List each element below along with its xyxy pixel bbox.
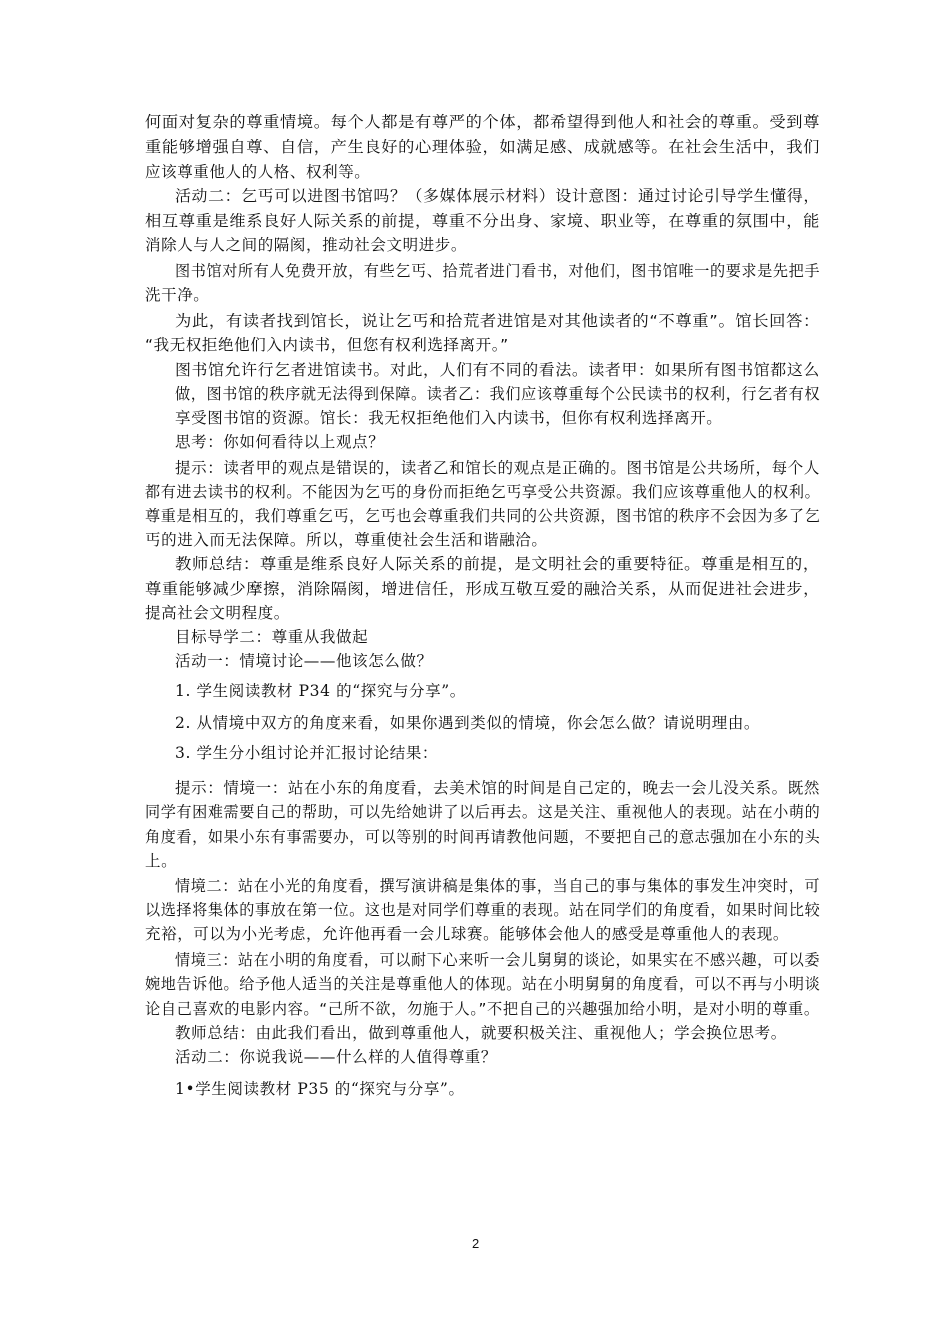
text-line: 洗干净。 <box>145 286 210 304</box>
text-line: 以选择将集体的事放在第一位。这也是对同学们尊重的表现。站在同学们的角度看，如果时间比较 <box>145 901 821 919</box>
text-line: 情境三：站在小明的角度看，可以耐下心来听一会儿舅舅的谈论，如果实在不感兴趣，可以委 <box>175 951 821 969</box>
text-line: 提高社会文明程度。 <box>145 604 290 622</box>
text-line: 论自己喜欢的电影内容。“己所不欲，勿施于人。”不把自己的兴趣强加给小明，是对小明的尊重。 <box>145 1000 820 1018</box>
text-line: 教师总结：由此我们看出，做到尊重他人，就要积极关注、重视他人；学会换位思考。 <box>175 1024 787 1042</box>
text-line: 重能够增强自尊、自信，产生良好的心理体验，如满足感、成就感等。在社会生活中，我们 <box>145 138 821 156</box>
text-line: 图书馆对所有人免费开放，有些乞丐、拾荒者进门看书，对他们，图书馆唯一的要求是先把手 <box>175 262 821 280</box>
text-line: 提示：读者甲的观点是错误的，读者乙和馆长的观点是正确的。图书馆是公共场所，每个人 <box>175 459 821 477</box>
text-line: 活动一：情境讨论——他该怎么做？ <box>175 652 433 670</box>
text-line: 相互尊重是维系良好人际关系的前提，尊重不分出身、家境、职业等，在尊重的氛围中，能 <box>145 212 821 230</box>
text-line: 1•学生阅读教材 P35 的“探究与分享”。 <box>175 1080 465 1098</box>
text-line: 提示：情境一：站在小东的角度看，去美术馆的时间是自己定的，晚去一会儿没关系。既然 <box>175 779 821 797</box>
text-line: 情境二：站在小光的角度看，撰写演讲稿是集体的事，当自己的事与集体的事发生冲突时，可 <box>175 877 821 895</box>
text-line: 3. 学生分小组讨论并汇报讨论结果： <box>175 744 439 762</box>
text-line: 做，图书馆的秩序就无法得到保障。读者乙：我们应该尊重每个公民读书的权利，行乞者有权 <box>175 385 821 403</box>
text-line: 丐的进入而无法保障。所以，尊重使社会生活和谐融洽。 <box>145 531 548 549</box>
text-line: 目标导学二：尊重从我做起 <box>175 628 369 646</box>
text-line: 婉地告诉他。给予他人适当的关注是尊重他人的体现。站在小明舅舅的角度看，可以不再与小明谈 <box>145 975 821 993</box>
text-line: 上。 <box>145 852 178 870</box>
text-line: 2. 从情境中双方的角度来看，如果你遇到类似的情境，你会怎么做？请说明理由。 <box>175 714 761 732</box>
page-number: 2 <box>472 1236 480 1251</box>
text-line: 为此，有读者找到馆长，说让乞丐和拾荒者进馆是对其他读者的“不尊重”。馆长回答： <box>175 312 820 330</box>
text-line: 角度看，如果小东有事需要办，可以等别的时间再请教他问题，不要把自己的意志强加在小东的头 <box>145 828 821 846</box>
text-line: 充裕，可以为小光考虑，允许他再看一会儿球赛。能够体会他人的感受是尊重他人的表现。 <box>145 925 790 943</box>
text-line: 享受图书馆的资源。馆长：我无权拒绝他们入内读书，但你有权利选择离开。 <box>175 409 723 427</box>
text-line: 活动二：乞丐可以进图书馆吗？（多媒体展示材料）设计意图：通过讨论引导学生懂得， <box>175 187 820 205</box>
text-line: 同学有困难需要自己的帮助，可以先给她讲了以后再去。这是关注、重视他人的表现。站在小萌的 <box>145 803 821 821</box>
text-line: 消除人与人之间的隔阂，推动社会文明进步。 <box>145 236 468 254</box>
text-line: 图书馆允许行乞者进馆读书。对此，人们有不同的看法。读者甲：如果所有图书馆都这么 <box>175 361 820 379</box>
text-line: 教师总结：尊重是维系良好人际关系的前提，是文明社会的重要特征。尊重是相互的， <box>175 555 820 573</box>
text-line: 都有进去读书的权利。不能因为乞丐的身份而拒绝乞丐享受公共资源。我们应该尊重他人的权利。 <box>145 483 821 501</box>
text-line: 尊重能够减少摩擦，消除隔阂，增进信任，形成互敬互爱的融洽关系，从而促进社会进步， <box>145 580 821 598</box>
text-line: 活动二：你说我说——什么样的人值得尊重？ <box>175 1048 498 1066</box>
text-line: 1. 学生阅读教材 P34 的“探究与分享”。 <box>175 682 466 700</box>
text-line: 思考：你如何看待以上观点？ <box>175 433 385 451</box>
text-line: 何面对复杂的尊重情境。每个人都是有尊严的个体，都希望得到他人和社会的尊重。受到尊 <box>145 113 821 131</box>
text-line: 应该尊重他人的人格、权利等。 <box>145 163 371 181</box>
text-line: “我无权拒绝他们入内读书，但您有权利选择离开。” <box>145 336 509 354</box>
text-line: 尊重是相互的，我们尊重乞丐，乞丐也会尊重我们共同的公共资源，图书馆的秩序不会因为多了乞 <box>145 507 821 525</box>
